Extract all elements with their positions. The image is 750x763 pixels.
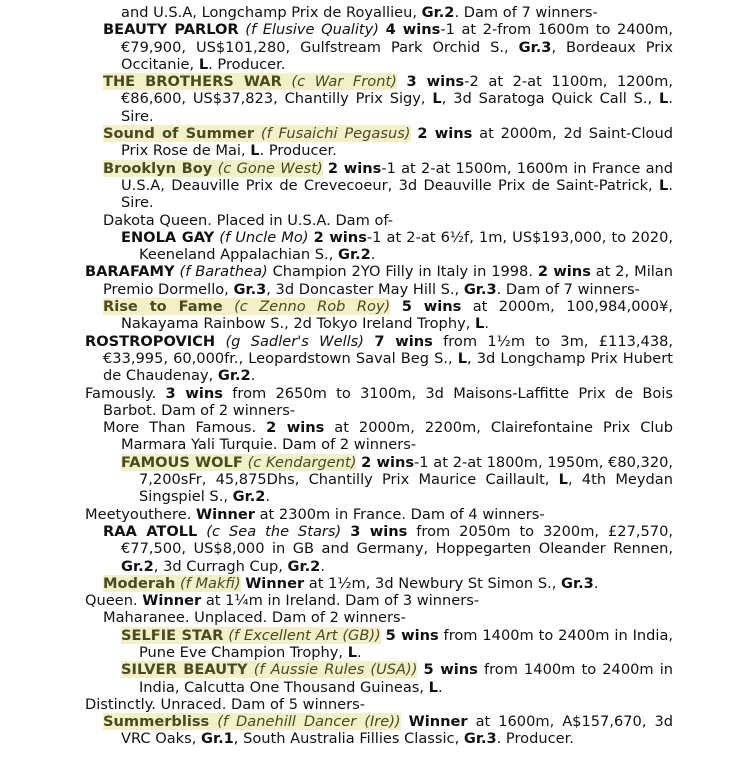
horse-pedigree: (f Makfi) xyxy=(179,574,241,592)
entry-text: Maharanee. Unplaced. Dam of 2 winners- xyxy=(103,609,406,627)
entry-maharanee xyxy=(103,609,673,626)
horse-name: Summerbliss xyxy=(103,713,210,731)
entry-text: from 2050m to 3200m, £27,570, €77,500, US$8,000 in GB and Germany, Hoppegarten Oleander Rennen, xyxy=(121,522,673,558)
horse-pedigree: (f Danehill Dancer (Ire)) xyxy=(217,713,401,731)
entry-text: , South Australia Fillies Classic, xyxy=(233,730,464,748)
wins-count: 2 wins xyxy=(327,159,382,177)
horse-name: Brooklyn Boy xyxy=(103,159,213,177)
listed-label: L xyxy=(198,55,209,73)
entry-text: . xyxy=(593,574,599,592)
entry-queen xyxy=(85,592,673,609)
wins-count: 5 wins xyxy=(423,661,478,679)
entry-famously xyxy=(85,385,673,420)
entry-text: at 2300m in France. Dam of 4 winners- xyxy=(254,505,545,523)
horse-name: RAA ATOLL xyxy=(103,522,198,540)
horse-pedigree: (c War Front) xyxy=(291,73,397,91)
entry-moderah xyxy=(103,575,673,592)
listed-label: L xyxy=(558,471,568,489)
entry-text: Distinctly. Unraced. Dam of 5 winners- xyxy=(85,695,365,713)
grade-label: Gr.2 xyxy=(337,246,371,264)
entry-rise-to-fame xyxy=(103,298,673,333)
grade-label: Gr.3 xyxy=(518,38,552,56)
entry-enola-gay xyxy=(121,229,673,264)
entry-text: . Producer. xyxy=(208,55,286,73)
listed-label: L xyxy=(250,142,260,160)
horse-name: Rise to Fame xyxy=(103,298,223,316)
entry-text: -1 at 2-from 1600m to 2400m, €79,900, US$101,280, Gulfstream Park Orchid S., xyxy=(121,21,674,56)
horse-pedigree: (f Aussie Rules (USA)) xyxy=(253,661,418,679)
entry-text: at 2, Milan Premio Dormello, xyxy=(103,263,673,298)
horse-pedigree: (c Gone West) xyxy=(217,159,323,177)
grade-label: Gr.3 xyxy=(233,280,267,298)
entry-distinctly xyxy=(85,696,673,713)
entry-text: Meetyouthere. xyxy=(85,505,196,523)
horse-name: FAMOUS WOLF xyxy=(121,453,243,471)
horse-name: Sound of Summer xyxy=(103,125,255,143)
listed-label: L xyxy=(457,349,468,367)
entry-text: at 2000m, 2200m, Clairefontaine Prix Club Marmara Yali Turquie. Dam of 2 winners- xyxy=(121,419,673,454)
listed-label: L xyxy=(432,90,442,108)
grade-label: Gr.1 xyxy=(201,730,234,748)
entry-text: . xyxy=(250,367,256,385)
entry-text: . xyxy=(265,488,271,506)
entry-brooklyn-boy xyxy=(103,160,673,212)
entry-text: -1 at 2-at 1500m, 1600m in France and U.S.A, Deauville Prix de Crevecoeur, 3d Deauville Prix de Saint-Patrick, xyxy=(121,159,674,194)
listed-label: L xyxy=(659,176,669,194)
horse-name: ROSTROPOVICH xyxy=(85,332,216,350)
continuation-line xyxy=(121,4,673,21)
horse-name: THE BROTHERS WAR xyxy=(103,73,282,91)
entry-beauty-parlor xyxy=(103,21,673,73)
horse-name: BARAFAMY xyxy=(85,263,175,281)
entry-text: , 3d Longchamp Prix Hubert de Chaudenay, xyxy=(103,349,673,385)
horse-name: SELFIE STAR xyxy=(121,626,224,644)
wins-count: 4 wins xyxy=(385,21,441,39)
entry-text: Dakota Queen. Placed in U.S.A. Dam of- xyxy=(103,211,394,229)
entry-text: , 3d Saratoga Quick Call S., xyxy=(441,90,660,108)
entry-text: . xyxy=(437,678,443,696)
wins-count: Winner xyxy=(408,713,468,731)
wins-count: 5 wins xyxy=(401,298,462,316)
wins-count: 5 wins xyxy=(385,626,439,644)
entry-text: Champion 2YO Filly in Italy in 1998. xyxy=(267,263,538,281)
entry-text: -2 at 2-at 1100m, 1200m, €86,600, US$37,823, Chantilly Prix Sigy, xyxy=(121,73,674,108)
entry-text: . xyxy=(357,643,362,661)
horse-name: Moderah xyxy=(103,574,176,592)
entry-text: at 1½m, 3d Newbury St Simon S., xyxy=(304,574,562,592)
entry-rostropovich xyxy=(85,333,673,385)
entry-text: , 3d Curragh Cup, xyxy=(153,557,288,575)
grade-label: Gr.2 xyxy=(421,4,455,21)
entry-text: , 3d Doncaster May Hill S., xyxy=(266,280,464,298)
horse-pedigree: (g Sadler's Wells) xyxy=(225,332,364,350)
pedigree-page xyxy=(0,4,750,748)
entry-raa-atoll xyxy=(103,523,673,575)
entry-text: at 1600m, A$157,670, 3d VRC Oaks, xyxy=(121,713,673,748)
entry-text: from 2650m to 3100m, 3d Maisons-Laffitte Prix de Bois Barbot. Dam of 2 winners- xyxy=(103,384,673,419)
entry-text: from 1400m to 2400m in India, Pune Eve Champion Trophy, xyxy=(139,626,674,661)
wins-count: 7 wins xyxy=(374,332,433,350)
entry-text: -1 at 2-at 6½f, 1m, US$193,000, to 2020, Keeneland Appalachian S., xyxy=(139,228,674,264)
entry-silver-beauty xyxy=(121,661,673,696)
entry-text: More Than Famous. xyxy=(103,419,267,437)
entry-the-brothers-war xyxy=(103,73,673,125)
wins-count: 2 wins xyxy=(417,125,473,143)
listed-label: L xyxy=(475,315,485,333)
entry-text: at 1¼m in Ireland. Dam of 3 winners- xyxy=(201,592,480,610)
horse-pedigree: (f Fusaichi Pegasus) xyxy=(260,125,411,143)
wins-count: 3 wins xyxy=(350,522,408,540)
entry-text: , Bordeaux Prix Occitanie, xyxy=(121,38,673,73)
entry-selfie-star xyxy=(121,627,673,662)
horse-pedigree: (f Uncle Mo) xyxy=(219,228,309,246)
wins-count: Winner xyxy=(142,592,202,610)
entry-text: . Dam of 7 winners- xyxy=(496,280,640,298)
listed-label: L xyxy=(659,90,669,108)
entry-text: . xyxy=(320,557,325,575)
horse-name: BEAUTY PARLOR xyxy=(103,21,239,39)
wins-count: 2 wins xyxy=(537,263,591,281)
horse-pedigree: (c Sea the Stars) xyxy=(206,522,342,540)
listed-label: L xyxy=(347,643,357,661)
grade-label: Gr.3 xyxy=(463,730,497,748)
entry-text: at 2000m, 2d Saint-Cloud Prix Rose de Mai, xyxy=(121,125,673,160)
entry-famous-wolf xyxy=(121,454,673,506)
entry-text: . Sire. xyxy=(121,90,673,125)
grade-label: Gr.3 xyxy=(463,280,497,298)
listed-label: L xyxy=(428,678,438,696)
entry-meetyouthere xyxy=(85,506,673,523)
grade-label: Gr.2 xyxy=(121,557,154,575)
wins-count: 2 wins xyxy=(361,453,415,471)
entry-text: at 2000m, 100,984,000¥, Nakayama Rainbow S., 2d Tokyo Ireland Trophy, xyxy=(121,298,674,333)
entry-text: . Producer. xyxy=(259,142,337,160)
entry-text: Queen. xyxy=(85,592,143,610)
entry-text: . Dam of 7 winners- xyxy=(454,4,598,21)
wins-count: 2 wins xyxy=(313,228,367,246)
entry-text: . Producer. xyxy=(496,730,574,748)
entry-text: from 1400m to 2400m in India, Calcutta One Thousand Guineas, xyxy=(139,661,674,696)
horse-name: ENOLA GAY xyxy=(121,228,215,246)
entry-text: and U.S.A, Longchamp Prix de Royallieu, xyxy=(121,4,422,21)
horse-pedigree: (c Zenno Rob Roy) xyxy=(234,298,391,316)
grade-label: Gr.2 xyxy=(232,488,266,506)
wins-count: 2 wins xyxy=(266,419,325,437)
horse-pedigree: (c Kendargent) xyxy=(247,453,357,471)
entry-text: -1 at 2-at 1800m, 1950m, €80,320, 7,200sFr, 45,875Dhs, Chantilly Prix Maurice Caillault, xyxy=(139,453,674,489)
wins-count: Winner xyxy=(195,505,255,523)
entry-text: , 4th Meydan Singspiel S., xyxy=(139,471,673,506)
entry-text: . xyxy=(484,315,489,333)
entry-sound-of-summer xyxy=(103,125,673,160)
horse-name: SILVER BEAUTY xyxy=(121,661,248,679)
entry-barafamy xyxy=(85,263,673,298)
grade-label: Gr.2 xyxy=(287,557,321,575)
horse-pedigree: (f Excellent Art (GB)) xyxy=(228,626,381,644)
entry-summerbliss xyxy=(103,713,673,748)
grade-label: Gr.2 xyxy=(217,367,251,385)
entry-text: from 1½m to 3m, £113,438, €33,995, 60,000fr., Leopardstown Saval Beg S., xyxy=(103,332,674,367)
wins-count: 3 wins xyxy=(165,384,223,402)
entry-dakota-queen xyxy=(103,212,673,229)
entry-text: . xyxy=(370,246,376,264)
grade-label: Gr.3 xyxy=(561,574,594,592)
entry-more-than-famous xyxy=(103,419,673,454)
entry-text: . Sire. xyxy=(121,176,673,212)
horse-pedigree: (f Elusive Quality) xyxy=(245,21,379,39)
entry-text: Famously. xyxy=(85,384,166,402)
wins-count: Winner xyxy=(245,574,305,592)
wins-count: 3 wins xyxy=(406,73,465,91)
horse-pedigree: (f Barathea) xyxy=(179,263,268,281)
